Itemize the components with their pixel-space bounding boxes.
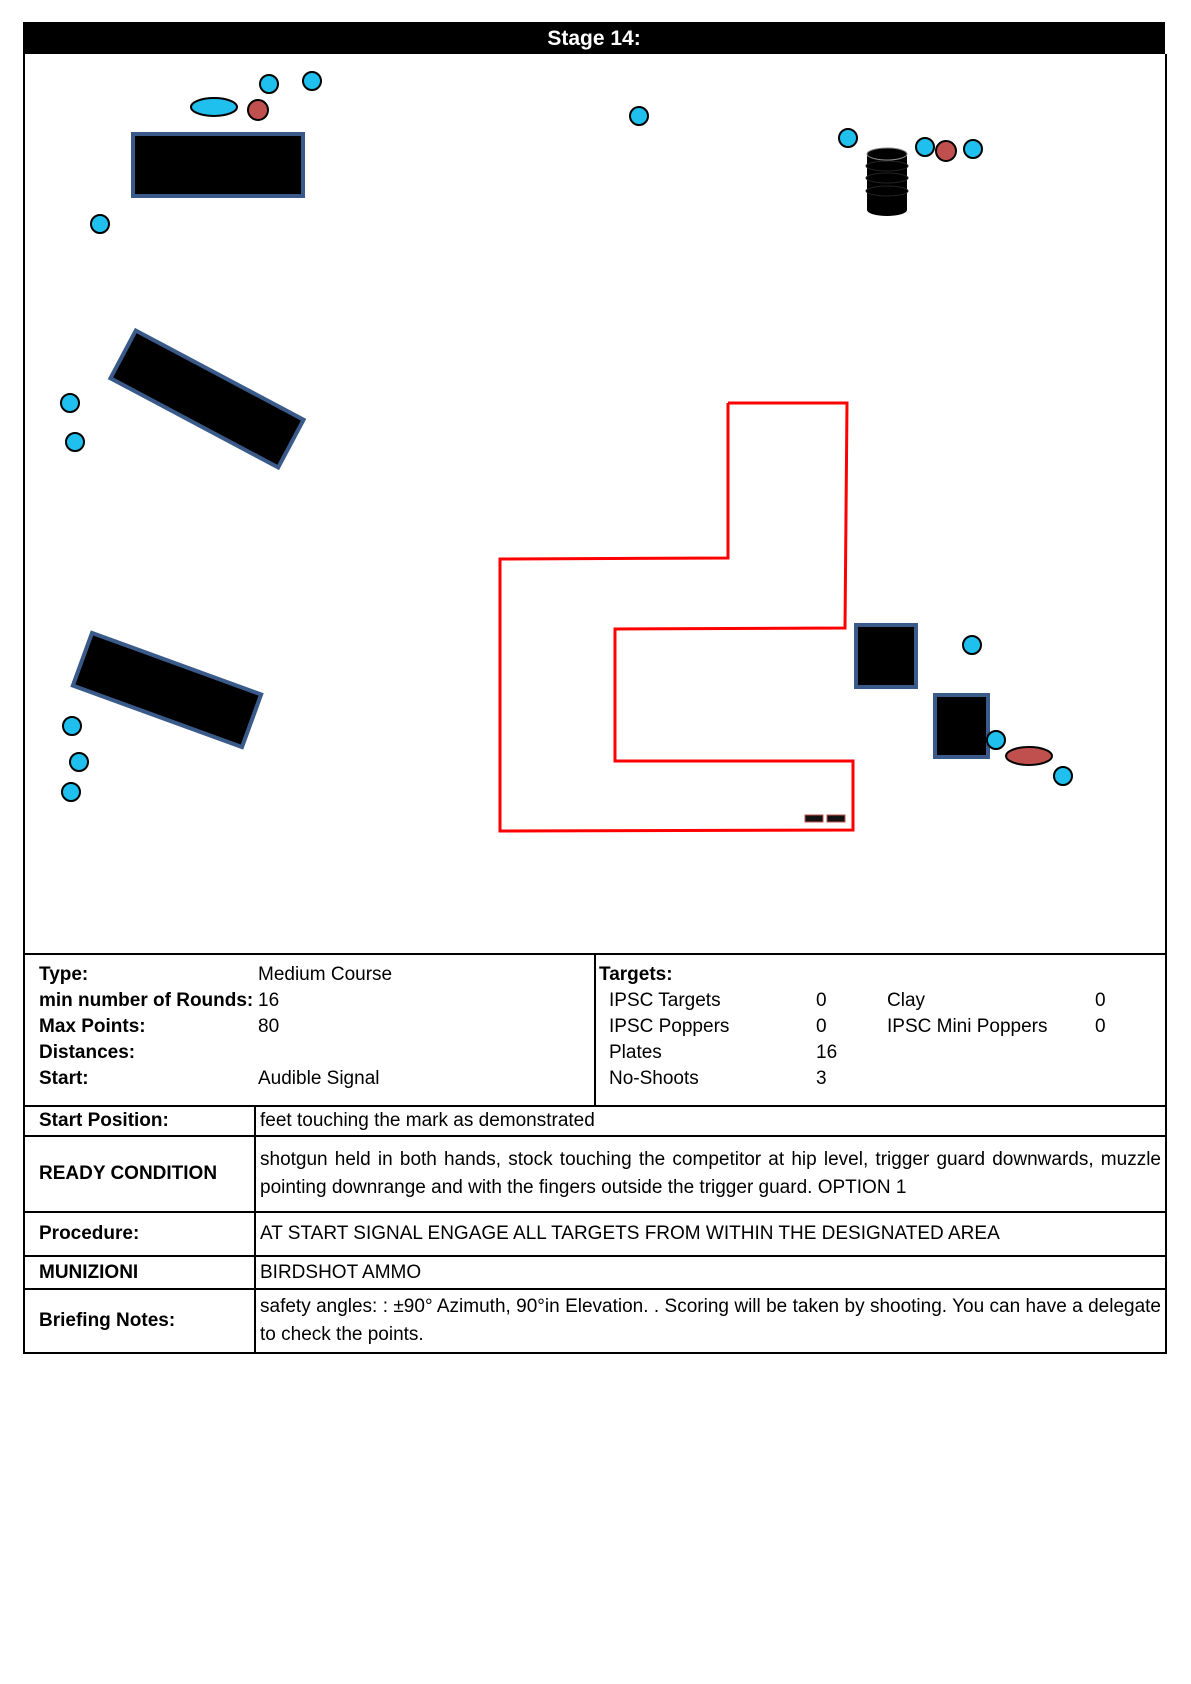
clay-ellipse <box>191 98 237 116</box>
procedure-label: Procedure: <box>24 1212 255 1256</box>
plate-target <box>63 717 81 735</box>
no-shoot-targets <box>248 100 1052 765</box>
plate-target <box>70 753 88 771</box>
rounds-value: 16 <box>258 990 280 1011</box>
start-value: Audible Signal <box>258 1068 380 1089</box>
procedure-value: AT START SIGNAL ENGAGE ALL TARGETS FROM WITHIN THE DESIGNATED AREA <box>255 1212 1166 1256</box>
target-clay-label: Clay <box>887 990 926 1011</box>
max-points-label: Max Points: <box>39 1016 146 1037</box>
ready-condition-label: READY CONDITION <box>24 1136 255 1212</box>
ready-condition-row <box>24 1136 1166 1212</box>
barrier-box-right-lower <box>935 695 988 757</box>
plate-target <box>62 783 80 801</box>
start-position-label: Start Position: <box>24 1106 255 1136</box>
rounds-label: min number of Rounds: <box>39 990 254 1011</box>
plate-target <box>1054 767 1072 785</box>
barrier-bottom-left <box>73 633 261 747</box>
stage-diagram <box>23 54 1167 953</box>
no-shoot-target <box>248 100 268 120</box>
target-ipsc-poppers-label: IPSC Poppers <box>609 1016 730 1037</box>
plate-target <box>964 140 982 158</box>
munizioni-label: MUNIZIONI <box>24 1256 255 1289</box>
target-plates-label: Plates <box>609 1042 662 1063</box>
start-position-row <box>24 1106 1166 1136</box>
plate-target <box>987 731 1005 749</box>
briefing-notes-label: Briefing Notes: <box>24 1289 255 1353</box>
plate-target <box>916 138 934 156</box>
info-divider <box>594 955 596 1105</box>
shooting-area-boundary <box>500 403 853 831</box>
target-mini-poppers-value: 0 <box>1095 1016 1106 1037</box>
max-points-value: 80 <box>258 1016 280 1037</box>
target-no-shoots-value: 3 <box>816 1068 827 1089</box>
briefing-notes-row <box>24 1289 1166 1353</box>
barrier-top-left <box>133 134 303 196</box>
barrier-box-right-upper <box>856 625 916 687</box>
target-plates-value: 16 <box>816 1042 838 1063</box>
ready-condition-value: shotgun held in both hands, stock touching the competitor at hip level, trigger guard downwards, muzzle pointing downrange and with the fingers outside the trigger guard. OPTION 1 <box>255 1136 1166 1212</box>
plate-target <box>630 107 648 125</box>
start-label: Start: <box>39 1068 89 1089</box>
plate-target <box>260 75 278 93</box>
plate-target <box>303 72 321 90</box>
barrel-stack-icon <box>866 148 908 216</box>
distances-label: Distances: <box>39 1042 136 1063</box>
munizioni-row <box>24 1256 1166 1289</box>
plate-target <box>839 129 857 147</box>
barrier-middle-left <box>110 331 303 468</box>
targets-heading: Targets: <box>599 964 673 985</box>
type-label: Type: <box>39 964 89 985</box>
munizioni-value: BIRDSHOT AMMO <box>255 1256 1166 1289</box>
plate-target <box>66 433 84 451</box>
procedure-row <box>24 1212 1166 1256</box>
start-position-value: feet touching the mark as demonstrated <box>255 1106 1166 1136</box>
type-value: Medium Course <box>258 964 393 985</box>
no-shoot-target <box>1006 747 1052 765</box>
stage-title: Stage 14: <box>23 22 1165 54</box>
start-mark-icon <box>805 815 845 822</box>
stage-info-panel <box>23 953 1167 1105</box>
plate-target <box>963 636 981 654</box>
target-clay-value: 0 <box>1095 990 1106 1011</box>
target-ipsc-targets-label: IPSC Targets <box>609 990 721 1011</box>
plate-target <box>91 215 109 233</box>
target-ipsc-poppers-value: 0 <box>816 1016 827 1037</box>
plate-target <box>61 394 79 412</box>
no-shoot-target <box>936 141 956 161</box>
target-ipsc-targets-value: 0 <box>816 990 827 1011</box>
stage-sheet <box>23 22 1165 1354</box>
target-no-shoots-label: No-Shoots <box>609 1068 699 1089</box>
briefing-notes-value: safety angles: : ±90° Azimuth, 90°in Elevation. . Scoring will be taken by shooting. You can have a delegate to check the points. <box>255 1289 1166 1353</box>
target-mini-poppers-label: IPSC Mini Poppers <box>887 1016 1048 1037</box>
stage-details-table <box>23 1105 1167 1354</box>
